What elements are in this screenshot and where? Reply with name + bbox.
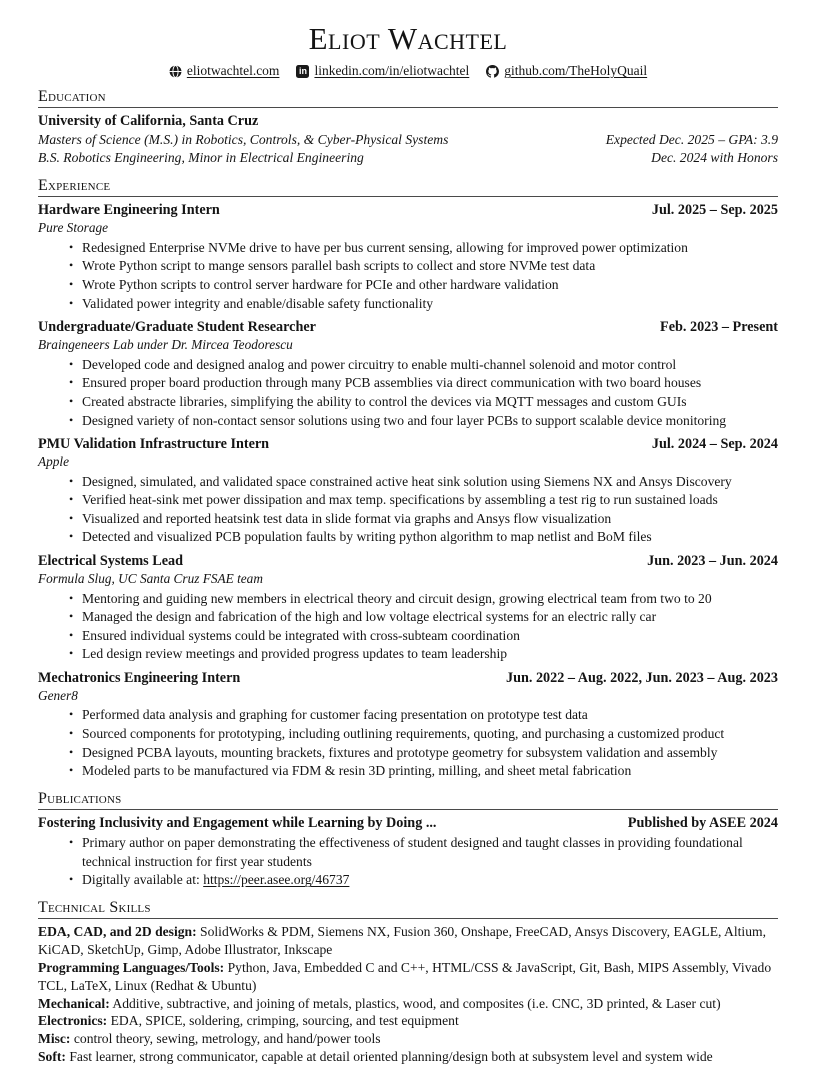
entry-header bbox=[38, 814, 778, 832]
bullet-item: • Primary author on paper demonstrating the effectiveness of student designed and taught classes in providing foundational technical instruction for first year students bbox=[69, 834, 778, 871]
website-link[interactable]: eliotwachtel.com bbox=[186, 63, 280, 79]
skill-label: Programming Languages/Tools: bbox=[38, 959, 225, 975]
job-company: Braingeneers Lab under Dr. Mircea Teodorescu bbox=[38, 337, 293, 353]
experience-entry bbox=[38, 552, 778, 664]
experience-entry bbox=[38, 318, 778, 430]
section-title-education: Education bbox=[38, 88, 778, 108]
github-link-group bbox=[486, 63, 647, 79]
job-title: Undergraduate/Graduate Student Researcher bbox=[38, 319, 316, 336]
section-title-publications: Publications bbox=[38, 790, 778, 810]
github-link[interactable]: github.com/TheHolyQuail bbox=[504, 63, 648, 79]
skill-label: Electronics: bbox=[38, 1013, 108, 1029]
publication-link-prefix: Digitally available at: bbox=[82, 872, 200, 888]
skill-text: Python, Java, Embedded C and C++, HTML/CSS & JavaScript, Git, Bash, MIPS Assembly, Vivado TCL, LaTeX, Linux (Redhat & Ubuntu) bbox=[38, 959, 772, 993]
bullet-item bbox=[69, 871, 778, 890]
bullet-item: • Visualized and reported heatsink test data in slide format via graphs and Ansys flow visualization bbox=[69, 510, 778, 529]
skill-label: Soft: bbox=[38, 1048, 66, 1064]
school-name: University of California, Santa Cruz bbox=[38, 113, 259, 130]
job-bullets bbox=[38, 706, 778, 780]
entry-header bbox=[38, 669, 778, 687]
globe-icon bbox=[169, 65, 182, 78]
linkedin-icon: in bbox=[296, 65, 309, 78]
experience-entry bbox=[38, 435, 778, 547]
bullet-item: • Sourced components for prototyping, including outlining requirements, quoting, and purchasing a customized product bbox=[69, 725, 778, 744]
skill-line bbox=[38, 1012, 778, 1030]
job-bullets bbox=[38, 239, 778, 313]
page-title: Eliot Wachtel bbox=[308, 21, 508, 56]
publication-bullets bbox=[38, 834, 778, 890]
bullet-item: • Validated power integrity and enable/disable safety functionality bbox=[69, 295, 778, 314]
skill-text: EDA, SPICE, soldering, crimping, sourcing, and test equipment bbox=[110, 1013, 459, 1029]
bullet-item: • Redesigned Enterprise NVMe drive to have per bus current sensing, allowing for improved power optimization bbox=[69, 239, 778, 258]
publication-link[interactable]: https://peer.asee.org/46737 bbox=[203, 872, 350, 888]
experience-entry bbox=[38, 201, 778, 313]
contact-links bbox=[38, 63, 778, 79]
skill-label: Misc: bbox=[38, 1031, 71, 1047]
skill-line bbox=[38, 1030, 778, 1048]
bullet-item: • Modeled parts to be manufactured via FDM & resin 3D printing, milling, and sheet metal fabrication bbox=[69, 762, 778, 781]
degree-date: Dec. 2024 with Honors bbox=[651, 150, 778, 166]
entry-header bbox=[38, 201, 778, 219]
bullet-item: • Designed PCBA layouts, mounting brackets, fixtures and prototype geometry for subsystem validation and assembly bbox=[69, 744, 778, 763]
job-dates: Jul. 2025 – Sep. 2025 bbox=[651, 202, 778, 219]
publication-entry bbox=[38, 814, 778, 890]
job-company: Pure Storage bbox=[38, 220, 109, 236]
skill-line bbox=[38, 995, 778, 1013]
section-title-technical-skills: Technical Skills bbox=[38, 899, 778, 919]
bullet-item: • Performed data analysis and graphing for customer facing presentation on prototype test data bbox=[69, 706, 778, 725]
job-dates: Jun. 2022 – Aug. 2022, Jun. 2023 – Aug. 2023 bbox=[506, 669, 778, 686]
degree-title: B.S. Robotics Engineering, Minor in Electrical Engineering bbox=[38, 150, 364, 166]
bullet-item: • Designed variety of non-contact sensor solutions using two and four layer PCBs to support scalable device monitoring bbox=[69, 412, 778, 431]
skill-label: Mechanical: bbox=[38, 995, 110, 1011]
website-link-group bbox=[169, 63, 280, 79]
job-dates: Feb. 2023 – Present bbox=[660, 319, 778, 336]
skill-text: control theory, sewing, metrology, and hand/power tools bbox=[73, 1031, 381, 1047]
education-section bbox=[38, 112, 778, 168]
section-title-experience: Experience bbox=[38, 177, 778, 197]
publication-title: Fostering Inclusivity and Engagement while Learning by Doing ... bbox=[38, 815, 437, 832]
skill-text: Fast learner, strong communicator, capable at detail oriented planning/design both at subsystem level and system wide bbox=[69, 1048, 713, 1064]
bullet-item: • Wrote Python scripts to control server hardware for PCIe and other hardware validation bbox=[69, 276, 778, 295]
job-company: Apple bbox=[38, 454, 70, 470]
bullet-item: • Detected and visualized PCB population faults by writing python algorithm to map netlist and BoM files bbox=[69, 528, 778, 547]
experience-entry bbox=[38, 669, 778, 781]
bullet-item: • Managed the design and fabrication of the high and low voltage electrical systems for an electric rally car bbox=[69, 608, 778, 627]
degree-row bbox=[38, 131, 778, 150]
job-bullets bbox=[38, 356, 778, 430]
bullet-item: • Developed code and designed analog and power circuitry to enable multi-channel solenoid and motor control bbox=[69, 356, 778, 375]
linkedin-link-group bbox=[296, 63, 469, 79]
degree-row bbox=[38, 149, 778, 168]
job-title: Hardware Engineering Intern bbox=[38, 202, 220, 219]
job-title: Mechatronics Engineering Intern bbox=[38, 669, 241, 686]
bullet-item: • Ensured individual systems could be integrated with cross-subteam coordination bbox=[69, 627, 778, 646]
bullet-item: • Mentoring and guiding new members in electrical theory and circuit design, growing electrical team from two to 20 bbox=[69, 590, 778, 609]
skills-section bbox=[38, 923, 778, 1065]
bullet-item: • Verified heat-sink met power dissipation and max temp. specifications by assembling a test rig to run sustained loads bbox=[69, 491, 778, 510]
job-bullets bbox=[38, 590, 778, 664]
job-company: Gener8 bbox=[38, 687, 78, 703]
bullet-item: • Wrote Python script to mange sensors parallel bash scripts to collect and store NVMe test data bbox=[69, 257, 778, 276]
bullet-item: • Led design review meetings and provided progress updates to team leadership bbox=[69, 645, 778, 664]
skill-line bbox=[38, 1048, 778, 1066]
job-dates: Jun. 2023 – Jun. 2024 bbox=[647, 553, 778, 569]
entry-header bbox=[38, 552, 778, 570]
linkedin-link[interactable]: linkedin.com/in/eliotwachtel bbox=[314, 63, 470, 79]
bullet-item: • Created abstracte libraries, simplifying the ability to control the devices via MQTT messages and custom GUIs bbox=[69, 393, 778, 412]
github-icon bbox=[486, 65, 499, 78]
entry-header bbox=[38, 435, 778, 453]
publication-date: Published by ASEE 2024 bbox=[627, 815, 778, 832]
job-bullets bbox=[38, 473, 778, 547]
degree-title: Masters of Science (M.S.) in Robotics, Controls, & Cyber-Physical Systems bbox=[38, 131, 449, 147]
job-dates: Jul. 2024 – Sep. 2024 bbox=[651, 436, 778, 453]
entry-header bbox=[38, 318, 778, 336]
skill-line bbox=[38, 923, 778, 959]
job-company: Formula Slug, UC Santa Cruz FSAE team bbox=[38, 571, 263, 586]
skill-text: Additive, subtractive, and joining of metals, plastics, wood, and composites (i.e. CNC, 3D printed, & Laser cut) bbox=[112, 995, 721, 1011]
bullet-item: • Ensured proper board production through many PCB assemblies via direct communication with two board houses bbox=[69, 374, 778, 393]
skill-label: EDA, CAD, and 2D design: bbox=[38, 924, 197, 940]
job-title: Electrical Systems Lead bbox=[38, 553, 183, 569]
job-title: PMU Validation Infrastructure Intern bbox=[38, 436, 270, 453]
degree-date: Expected Dec. 2025 – GPA: 3.9 bbox=[605, 131, 778, 147]
skill-text: SolidWorks & PDM, Siemens NX, Fusion 360, Onshape, FreeCAD, Ansys Discovery, EAGLE, Altium, KiCAD, SketchUp, Gimp, Adobe Illustrator, Inkscape bbox=[38, 924, 766, 958]
bullet-item: • Designed, simulated, and validated space constrained active heat sink solution using Siemens NX and Ansys Discovery bbox=[69, 473, 778, 492]
skill-line bbox=[38, 959, 778, 995]
